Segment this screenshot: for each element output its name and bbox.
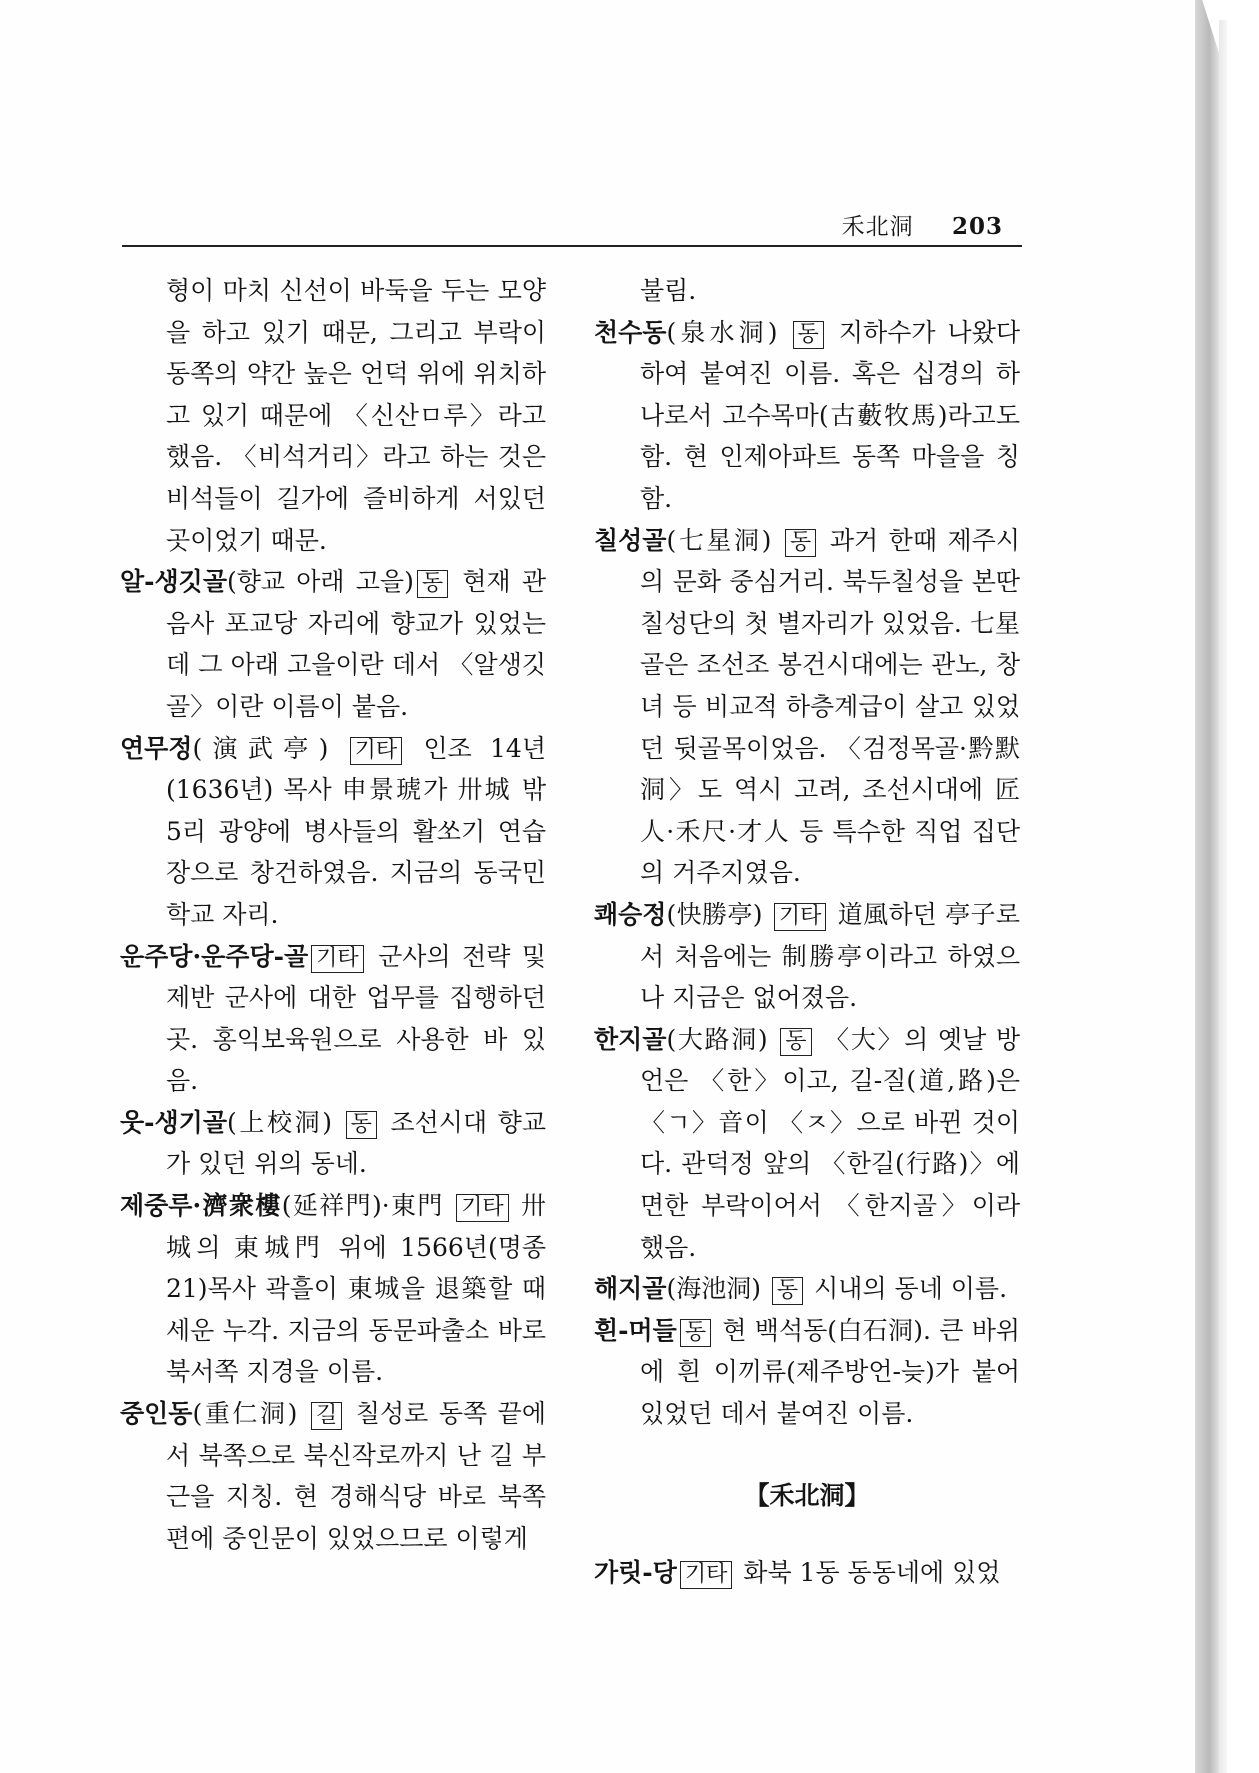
entry-continuation	[594, 270, 1020, 312]
entry-text: 형이 마치 신선이 바둑을 두는 모양을 하고 있기 때문, 그리고 부락이 동쪽의 약간 높은 언덕 위에 위치하고 있기 때문에 〈신산ㅁ루〉라고 했음. 〈비석거리〉라고 하는 것은 비석들이 길가에 즐비하게 서있던 곳이었기 때문.	[166, 276, 546, 555]
entry-body: 현 백석동(白石洞). 큰 바위에 흰 이끼류(제주방언-늦)가 붙어 있었던 데서 붙여진 이름.	[640, 1315, 1020, 1429]
page-edge-margin	[1219, 20, 1227, 1773]
entry-headword: 가릿-당	[594, 1558, 677, 1588]
entry-kwaeseungjeong	[594, 894, 1020, 1019]
entry-headword: 천수동	[594, 317, 667, 347]
entry-paren: (重仁洞)	[192, 1399, 298, 1429]
entry-headword: 중인동	[120, 1399, 193, 1429]
entry-hanjigol	[594, 1019, 1020, 1269]
entry-headword: 웃-생기골	[120, 1107, 227, 1137]
category-tag: 동	[417, 570, 448, 598]
entry-body: 과거 한때 제주시의 문화 중심거리. 북두칠성을 본딴 칠성단의 첫 별자리가 있었음. 七星골은 조선조 봉건시대에는 관노, 창녀 등 비교적 하층계급이 살고 있었던 뒷골목이었음. 〈검정목골·黔默洞〉도 역시 고려, 조선시대에 匠人·禾尺·才人 등 특수한 직업 집단의 거주지였음.	[640, 525, 1020, 888]
section-heading: 【禾北洞】	[744, 1480, 870, 1510]
category-tag: 기타	[774, 903, 827, 931]
entry-headword: 운주당·운주당-골	[120, 941, 309, 971]
entry-body: 칠성로 동쪽 끝에서 북쪽으로 북신작로까지 난 길 부근을 지칭. 현 경해식당 바로 북쪽편에 중인문이 있었으므로 이렇게	[166, 1399, 546, 1553]
category-tag: 동	[785, 529, 816, 557]
category-tag: 기타	[311, 945, 364, 973]
entry-haejigol	[594, 1268, 1020, 1310]
entry-text: 불림.	[640, 276, 697, 305]
entry-paren: (泉水洞)	[666, 317, 778, 347]
entry-paren: (上校洞)	[226, 1107, 333, 1137]
entry-headword: 한지골	[594, 1024, 667, 1054]
entry-paren: (大路洞)	[666, 1024, 768, 1054]
entry-headword: 칠성골	[594, 525, 667, 555]
category-tag: 동	[772, 1277, 803, 1305]
category-tag: 동	[780, 1028, 811, 1056]
entry-body: 화북 1동 동동네에 있었	[743, 1558, 1001, 1588]
entry-chilseonggol	[594, 520, 1020, 894]
entry-body: 시내의 동네 이름.	[814, 1274, 1008, 1304]
entry-body: 인조 14년(1636년) 목사 申景琥가 卅城 밖 5리 광양에 병사들의 활쏘기 연습장으로 창건하였음. 지금의 동국민학교 자리.	[166, 733, 546, 929]
entry-headword: 흰-머들	[594, 1315, 677, 1345]
entry-continuation	[120, 270, 546, 561]
running-head	[842, 208, 1003, 241]
header-rule	[122, 245, 1022, 247]
entry-unjudang	[120, 936, 546, 1102]
section-name: 禾北洞	[841, 214, 914, 240]
category-tag: 동	[793, 321, 824, 349]
entry-yeonmujeong	[120, 728, 546, 936]
category-tag: 기타	[350, 737, 403, 765]
entry-huinmeodeul	[594, 1310, 1020, 1435]
entry-headword: 알-생깃골	[120, 567, 227, 597]
page-edge-shadow	[1195, 0, 1219, 1773]
right-column	[594, 270, 1020, 1594]
entry-body: 卅城의 東城門 위에 1566년(명종 21)목사 곽흘이 東城을 退築할 때 세운 누각. 지금의 동문파출소 바로 북서쪽 지경을 이름.	[166, 1191, 546, 1387]
category-tag: 동	[346, 1111, 377, 1139]
entry-body: 道風하던 亭子로서 처음에는 制勝亭이라고 하였으나 지금은 없어졌음.	[640, 899, 1021, 1013]
entry-body: 지하수가 나왔다 하여 붙여진 이름. 혹은 십경의 하나로서 고수목마(古藪牧馬)라고도 함. 현 인제아파트 동쪽 마을을 칭함.	[640, 317, 1020, 513]
entry-jejungru	[120, 1185, 546, 1393]
entry-paren: (海池洞)	[666, 1274, 761, 1304]
category-tag: 동	[680, 1319, 711, 1347]
entry-paren: (延祥門)·東門	[281, 1191, 444, 1221]
left-column	[120, 270, 546, 1559]
entry-body: 현재 관음사 포교당 자리에 향교가 있었는데 그 아래 고을이란 데서 〈알생깃골〉이란 이름이 붙음.	[166, 567, 546, 721]
entry-paren: (七星洞)	[666, 525, 772, 555]
entry-body: 조선시대 향교가 있던 위의 동네.	[166, 1107, 546, 1179]
entry-headword: 제중루·濟衆樓	[120, 1191, 282, 1221]
entry-headword: 해지골	[594, 1274, 667, 1304]
entry-ussaenggigol	[120, 1102, 546, 1185]
entry-paren: (快勝亭)	[666, 899, 763, 929]
entry-body: 군사의 전략 및 제반 군사에 대한 업무를 집행하던 곳. 홍익보육원으로 사용한 바 있음.	[166, 941, 546, 1096]
entry-headword: 연무정	[120, 733, 193, 763]
entry-body: 〈大〉의 옛날 방언은 〈한〉이고, 길-질(道,路)은 〈ㄱ〉音이 〈ㅈ〉으로 바뀐 것이다. 관덕정 앞의 〈한길(行路)〉에 면한 부락이어서 〈한지골〉이라 했음.	[640, 1024, 1020, 1262]
entry-garitdang	[594, 1552, 1020, 1594]
category-tag: 기타	[456, 1194, 509, 1222]
entry-headword: 쾌승정	[594, 899, 667, 929]
entry-paren: (演武亭)	[192, 733, 329, 763]
entry-cheonsudong	[594, 312, 1020, 520]
category-tag: 기타	[680, 1561, 733, 1589]
entry-alsaenggitgol	[120, 561, 546, 727]
entry-paren: (향교 아래 고을)	[226, 567, 414, 597]
category-tag: 길	[311, 1402, 342, 1430]
entry-junginDong	[120, 1393, 546, 1559]
page-number: 203	[951, 213, 1003, 240]
